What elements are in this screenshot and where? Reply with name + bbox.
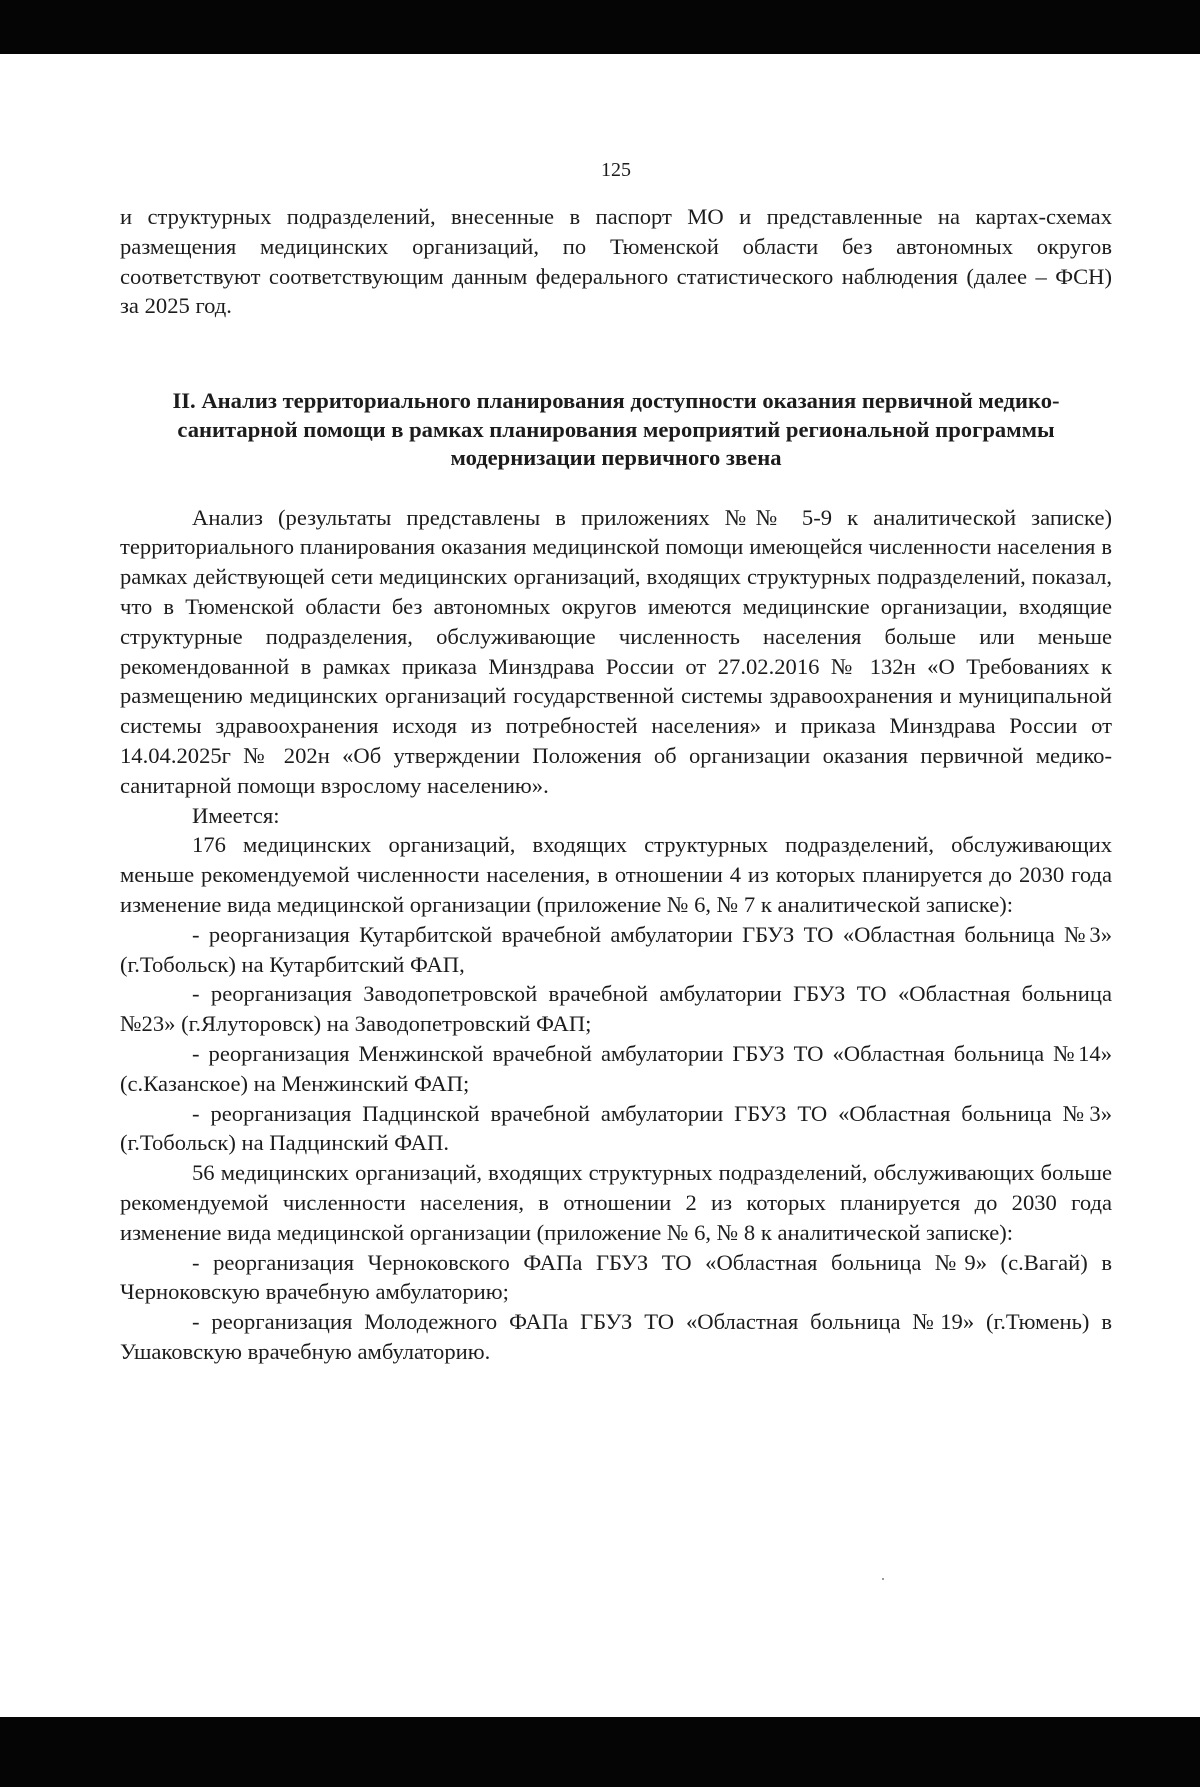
- page-number: 125: [601, 159, 631, 181]
- scan-border-bottom: [0, 1717, 1200, 1787]
- group-less-intro: 176 медицинских организаций, входящих структурных подразделений, обслуживающих меньше рекомендуемой численности населения, в отношении 4 из которых планируется до 2030 года изменение вида медицинской организации (приложение № 6, № 7 к аналитической записке):: [120, 832, 1112, 918]
- continuation-paragraph: и структурных подразделений, внесенные в паспорт МО и представленные на картах-схемах размещения медицинских организаций, по Тюменской области без автономных округов соответствуют соответствующим данным федерального статистического наблюдения (далее – ФСН) за 2025 год.: [120, 204, 1112, 319]
- scan-speck: [882, 1578, 884, 1580]
- list-item: - реорганизация Кутарбитской врачебной амбулатории ГБУЗ ТО «Областная больница №3» (г.Тобольск) на Кутарбитский ФАП,: [120, 921, 1112, 977]
- analysis-paragraph: Анализ (результаты представлены в приложениях №№ 5-9 к аналитической записке) территориального планирования оказания медицинской помощи имеющейся численности населения в рамках действующей сети медицинских организаций, входящих структурных подразделений, показал, что в Тюменской области без автономных округов имеются медицинские организации, входящие структурные подразделения, обслуживающие численность населения больше или меньше рекомендованной в рамках приказа Минздрава России от 27.02.2016 № 132н «О Требованиях к размещению медицинских организаций государственной системы здравоохранения и муниципальной системы здравоохранения исходя из потребностей населения» и приказа Минздрава России от 14.04.2025г № 202н «Об утверждении Положения об организации оказания первичной медико-санитарной помощи взрослому населению».: [120, 504, 1112, 798]
- scan-border-top: [0, 0, 1200, 54]
- section-heading: II. Анализ территориального планирования доступности оказания первичной медико-санитарной помощи в рамках планирования мероприятий региональной программы модернизации первичного звена: [172, 388, 1060, 471]
- list-item: - реорганизация Падцинской врачебной амбулатории ГБУЗ ТО «Областная больница №3» (г.Тобольск) на Падцинский ФАП.: [120, 1100, 1112, 1156]
- list-item: - реорганизация Менжинской врачебной амбулатории ГБУЗ ТО «Областная больница №14» (с.Казанское) на Менжинский ФАП;: [120, 1041, 1112, 1096]
- group-more-intro: 56 медицинских организаций, входящих структурных подразделений, обслуживающих больше рекомендуемой численности населения, в отношении 2 из которых планируется до 2030 года изменение вида медицинской организации (приложение № 6, № 8 к аналитической записке):: [120, 1160, 1112, 1245]
- document-body: [120, 140, 1112, 1367]
- list-item: - реорганизация Молодежного ФАПа ГБУЗ ТО «Областная больница №19» (г.Тюмень) в Ушаковскую врачебную амбулаторию.: [120, 1309, 1112, 1364]
- list-item: - реорганизация Заводопетровской врачебной амбулатории ГБУЗ ТО «Областная больница №23» (г.Ялуторовск) на Заводопетровский ФАП;: [120, 981, 1112, 1037]
- list-item: - реорганизация Черноковского ФАПа ГБУЗ ТО «Областная больница №9» (с.Вагай) в Черноковскую врачебную амбулаторию;: [120, 1249, 1112, 1305]
- available-label: Имеется:: [192, 802, 280, 828]
